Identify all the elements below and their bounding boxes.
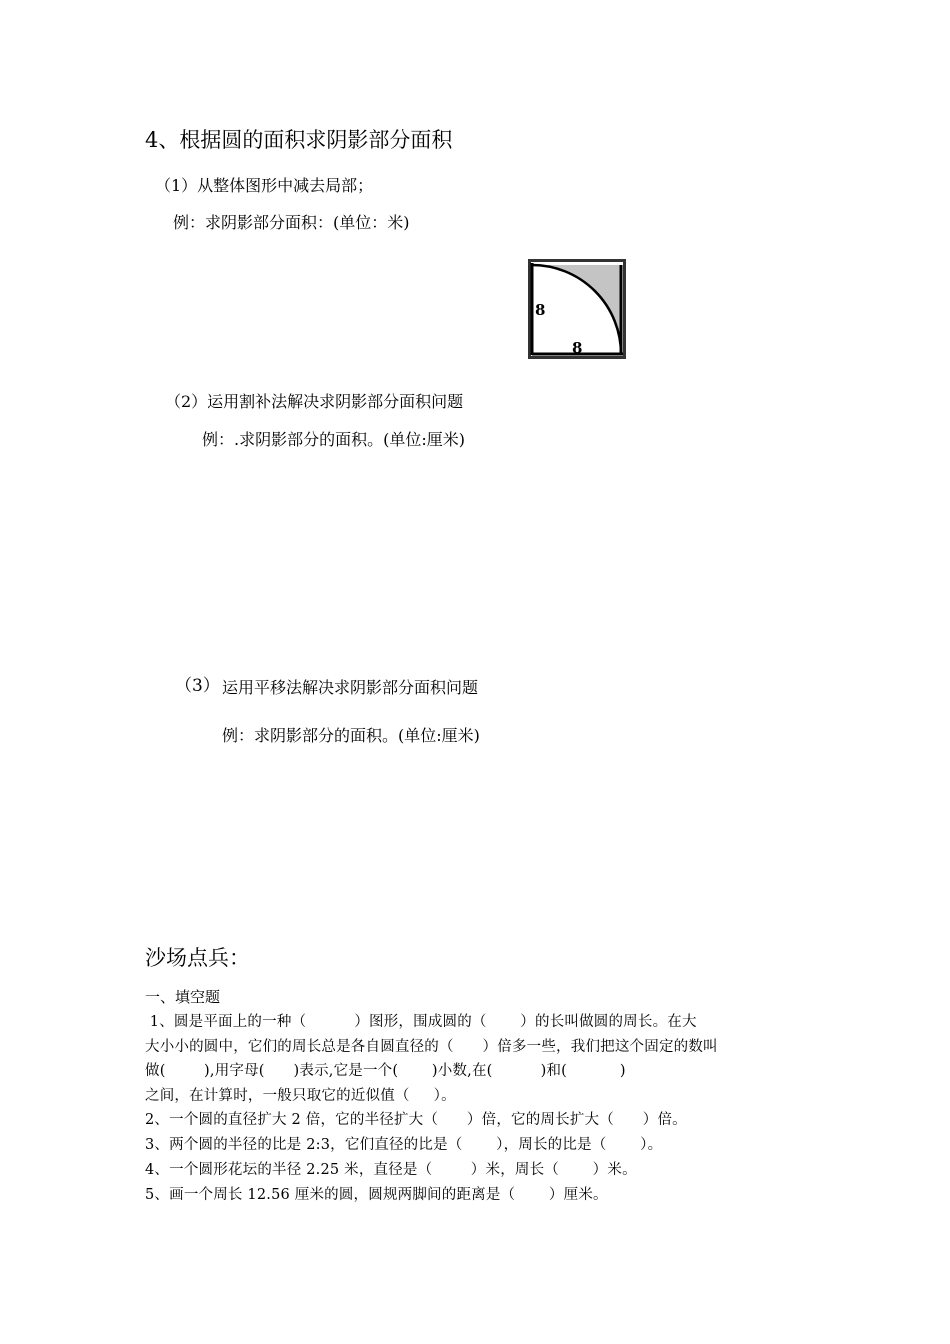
left-label: 8 [535,301,546,319]
example-1: 例：求阴影部分面积：(单位：米) [173,213,410,232]
quarter-circle-figure [528,259,626,359]
quarter-circle-diagram [528,259,626,359]
fill-blank-title: 一、填空题 [145,988,221,1006]
question-1-line-4: 之间，在计算时，一般只取它的近似值（ ）。 [145,1088,456,1104]
bottom-label: 8 [572,339,583,357]
subsection-3-text: 运用平移法解决求阴影部分面积问题 [222,678,479,697]
question-1-line-2: 大小小的圆中，它们的周长总是各自圆直径的（ ）倍多一些，我们把这个固定的数叫 [145,1039,718,1055]
example-2: 例：.求阴影部分的面积。(单位:厘米) [202,430,465,449]
example-3: 例：求阴影部分的面积。(单位:厘米) [222,726,480,745]
question-1-line-3: 做( ),用字母( )表示,它是一个( )小数,在( )和( ) [145,1063,626,1079]
subsection-3-number: （3） [175,676,220,696]
question-2: 2、一个圆的直径扩大 2 倍，它的半径扩大（ ）倍，它的周长扩大（ ）倍。 [145,1112,687,1128]
question-3: 3、两个圆的半径的比是 2:3，它们直径的比是（ ），周长的比是（ ）。 [145,1137,663,1153]
question-1-line-1: 1、圆是平面上的一种（ ）图形，围成圆的（ ）的长叫做圆的周长。在大 [145,1014,697,1030]
section-title: 4、根据圆的面积求阴影部分面积 [145,128,453,152]
question-5: 5、画一个周长 12.56 厘米的圆，圆规两脚间的距离是（ ）厘米。 [145,1187,608,1203]
subsection-2: （2）运用割补法解决求阴影部分面积问题 [165,392,464,411]
subsection-1: （1）从整体图形中减去局部； [155,176,374,195]
question-4: 4、一个圆形花坛的半径 2.25 米，直径是（ ）米，周长（ ）米。 [145,1162,637,1178]
practice-title: 沙场点兵： [145,946,250,970]
